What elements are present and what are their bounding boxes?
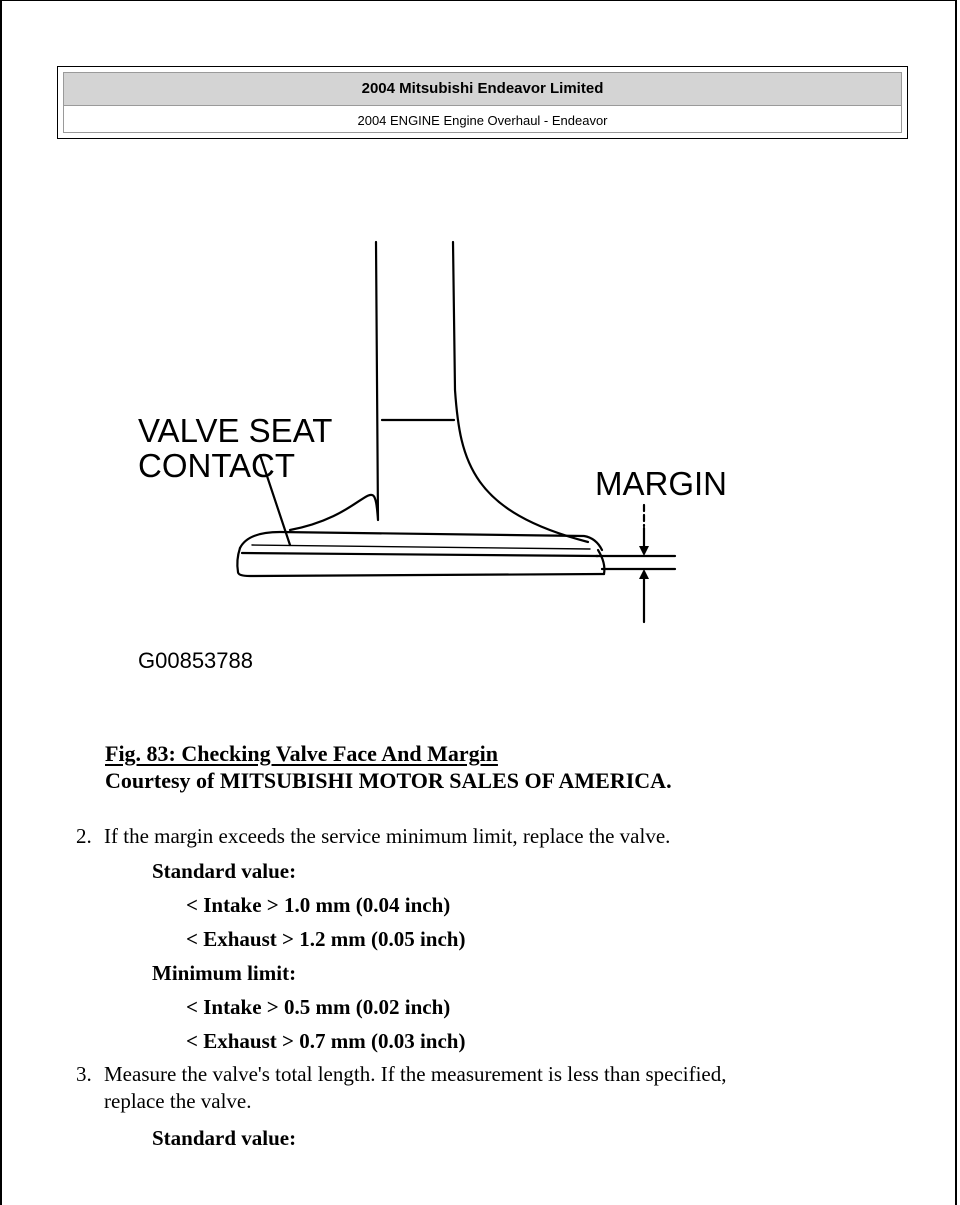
step-2-number: 2. xyxy=(76,824,92,848)
figure-caption-title: Fig. 83: Checking Valve Face And Margin xyxy=(105,741,498,766)
margin-label: MARGIN xyxy=(595,465,727,502)
valve-head-bottom xyxy=(238,572,604,576)
valve-diagram xyxy=(120,230,760,680)
step-3-text-line1: Measure the valve's total length. If the measurement is less than specified, xyxy=(104,1062,727,1086)
section-title: 2004 ENGINE Engine Overhaul - Endeavor xyxy=(357,113,608,128)
figure-code: G00853788 xyxy=(138,648,253,673)
valve-stem-left xyxy=(290,242,378,530)
valve-stem-right xyxy=(453,242,588,542)
step-2 xyxy=(76,823,916,850)
valve-seat-contact-label-2: CONTACT xyxy=(138,447,296,484)
valve-figure xyxy=(120,230,760,685)
valve-seat-line xyxy=(252,545,590,549)
step-3-standard-label: Standard value: xyxy=(152,1126,297,1150)
page-frame-left xyxy=(0,0,2,1205)
step-3-text-line2: replace the valve. xyxy=(104,1089,252,1113)
step-3 xyxy=(76,1061,916,1117)
document-header-inner xyxy=(63,72,902,133)
page-frame-top xyxy=(0,0,957,1)
step-2-standard-intake: < Intake > 1.0 mm (0.04 inch) xyxy=(186,893,451,917)
valve-seat-contact-label-1: VALVE SEAT xyxy=(138,412,333,449)
figure-caption-courtesy: Courtesy of MITSUBISHI MOTOR SALES OF AMERICA. xyxy=(105,768,672,793)
margin-arrow-down xyxy=(639,546,649,556)
margin-arrow-up xyxy=(639,569,649,579)
document-header xyxy=(57,66,908,139)
step-2-standard-label: Standard value: xyxy=(152,859,297,883)
page-frame-right xyxy=(955,0,957,1205)
vehicle-title: 2004 Mitsubishi Endeavor Limited xyxy=(64,73,901,106)
step-2-text: If the margin exceeds the service minimum limit, replace the valve. xyxy=(104,824,671,848)
step-2-minimum-intake: < Intake > 0.5 mm (0.02 inch) xyxy=(186,995,451,1019)
valve-head-right-edge xyxy=(598,550,604,574)
step-2-standard-exhaust: < Exhaust > 1.2 mm (0.05 inch) xyxy=(186,927,466,951)
step-3-number: 3. xyxy=(76,1062,92,1086)
figure-caption xyxy=(105,740,672,794)
valve-head-left-edge xyxy=(237,548,240,572)
step-2-minimum-label: Minimum limit: xyxy=(152,961,297,985)
step-2-minimum-exhaust: < Exhaust > 0.7 mm (0.03 inch) xyxy=(186,1029,466,1053)
valve-head-face xyxy=(242,553,598,556)
